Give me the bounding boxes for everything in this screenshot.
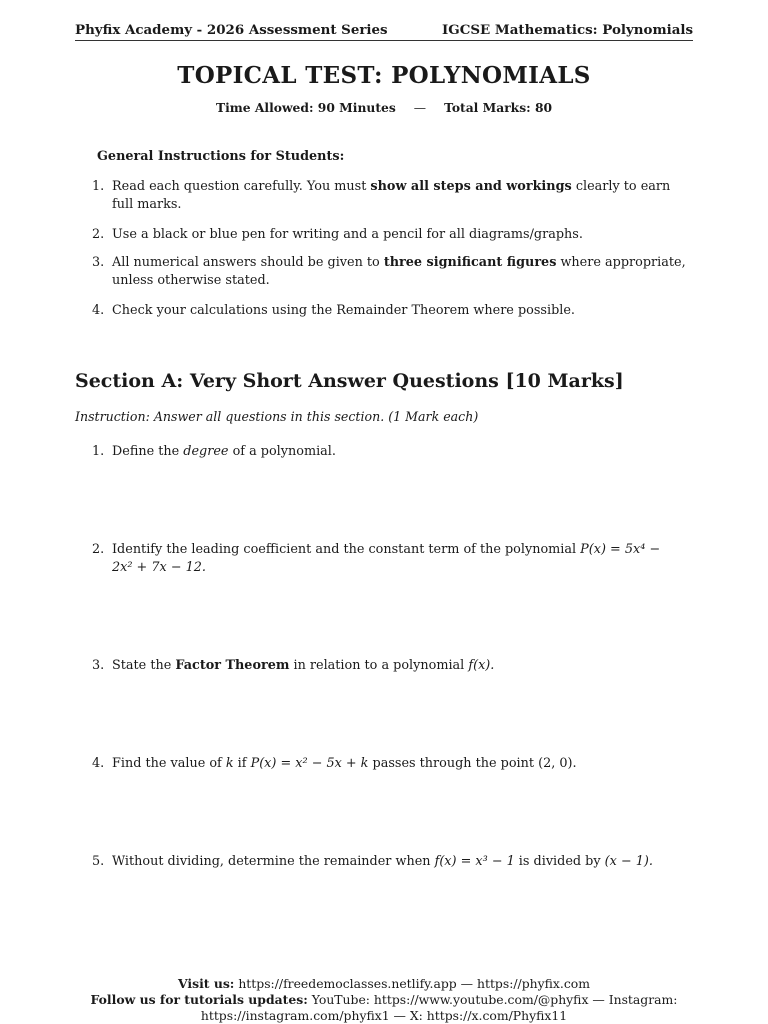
section-a-instruction: Instruction: Answer all questions in this section. (1 Mark each)	[75, 409, 479, 424]
question-number: 4.	[92, 756, 105, 771]
footer-visit-label: Visit us:	[178, 976, 235, 991]
math-expression: P(x) = x² − 5x + k	[250, 756, 369, 771]
section-a-title: Section A: Very Short Answer Questions [10 Marks]	[75, 370, 624, 392]
question-number: 2.	[92, 542, 105, 557]
meta-separator: —	[413, 101, 427, 115]
footer-follow-label: Follow us for tutorials updates:	[90, 992, 308, 1007]
total-marks: Total Marks: 80	[444, 100, 553, 115]
emphasis: three significant figures	[383, 255, 557, 270]
running-header	[75, 22, 693, 41]
question-3: 3. State the Factor Theorem in relation to a polynomial f(x).	[92, 658, 495, 673]
question-number: 5.	[92, 854, 105, 869]
instruction-item-3: 3. All numerical answers should be given to three significant figures where appropriate, unless otherwise stated.	[92, 255, 686, 288]
question-2: 2. Identify the leading coefficient and the constant term of the polynomial P(x) = 5x⁴ − 2x² + 7x − 12.	[112, 541, 694, 577]
time-allowed: Time Allowed: 90 Minutes	[215, 100, 396, 115]
instruction-number: 1.	[92, 179, 105, 194]
page-title: TOPICAL TEST: POLYNOMIALS	[177, 62, 591, 89]
math-variable: k	[225, 756, 234, 771]
instruction-number: 3.	[92, 255, 105, 270]
test-meta	[0, 100, 768, 115]
question-number: 3.	[92, 658, 105, 673]
instruction-item-4: 4. Check your calculations using the Remainder Theorem where possible.	[92, 303, 575, 318]
instruction-item-2: 2. Use a black or blue pen for writing and a pencil for all diagrams/graphs.	[92, 227, 583, 242]
question-5: 5. Without dividing, determine the remainder when f(x) = x³ − 1 is divided by (x − 1).	[92, 854, 653, 869]
page-footer	[0, 976, 768, 1024]
question-1: 1. Define the degree of a polynomial.	[92, 444, 336, 459]
instruction-number: 2.	[92, 227, 105, 242]
emphasis: show all steps and workings	[370, 179, 572, 194]
math-point: (2, 0).	[538, 756, 577, 771]
math-expression: f(x).	[468, 658, 495, 673]
question-4: 4. Find the value of k if P(x) = x² − 5x + k passes through the point (2, 0).	[92, 756, 577, 771]
emphasis: Factor Theorem	[175, 658, 290, 673]
header-right: IGCSE Mathematics: Polynomials	[442, 22, 693, 38]
emphasis: degree	[183, 444, 229, 459]
math-expression: (x − 1).	[604, 854, 653, 869]
math-expression: f(x) = x³ − 1	[434, 854, 515, 869]
question-number: 1.	[92, 444, 105, 459]
footer-social-links: https://instagram.com/phyfix1 — X: https://x.com/Phyfix11	[200, 1008, 568, 1023]
header-left: Phyfix Academy - 2026 Assessment Series	[75, 22, 388, 38]
math-expression: 2x² + 7x − 12.	[112, 560, 206, 575]
math-expression: P(x) = 5x⁴ −	[580, 542, 661, 557]
footer-follow-links: YouTube: https://www.youtube.com/@phyfix — Instagram:	[307, 992, 678, 1007]
instruction-number: 4.	[92, 303, 105, 318]
footer-visit-links: https://freedemoclasses.netlify.app — https://phyfix.com	[234, 976, 590, 991]
instructions-heading: General Instructions for Students:	[97, 149, 345, 164]
instruction-item-1: 1. Read each question carefully. You must show all steps and workings clearly to earn full marks.	[92, 179, 671, 212]
